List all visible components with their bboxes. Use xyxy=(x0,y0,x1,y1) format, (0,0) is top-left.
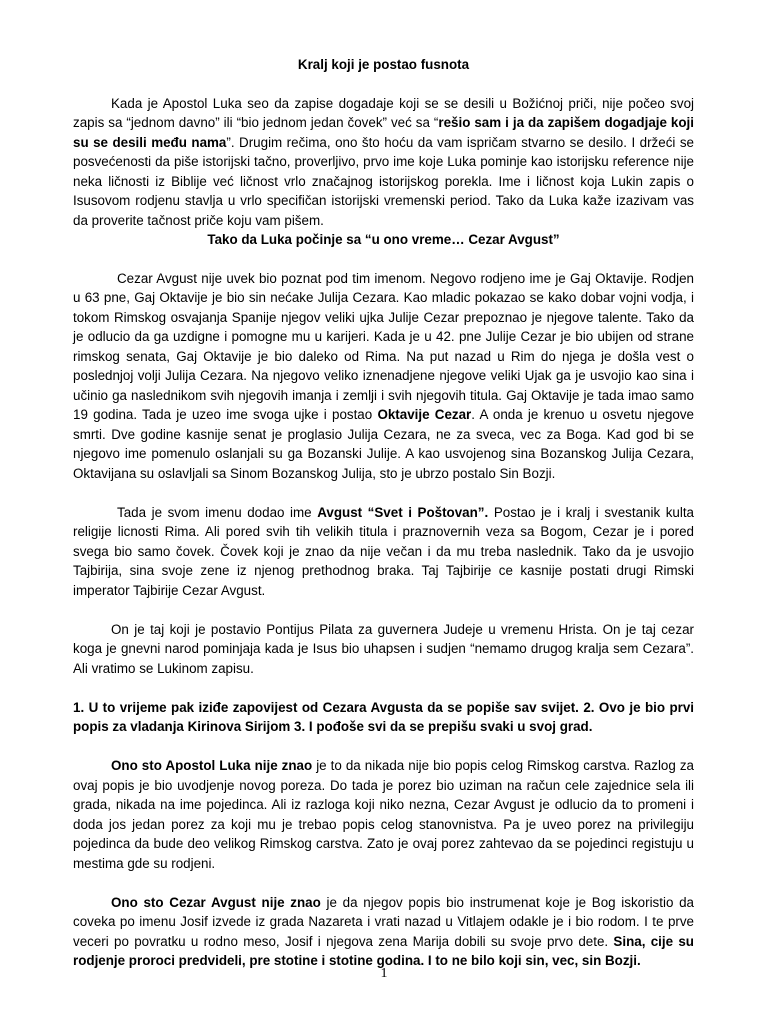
paragraph-cezar-origin xyxy=(73,269,694,484)
paragraph-pilate: On je taj koji je postavio Pontijus Pilata za guvernera Judeje u vremenu Hrista. On je taj cezar koga je gnevni narod pominjaja kada je Isus bio uhapsen i sudjen “nemamo drugog kralja sem Cezara”. Ali vratimo se Lukinom zapisu. xyxy=(73,621,694,676)
text-run: ”. Drugim rečima, ono što hoću da vam ispričam stvarno se desilo. I držeći se posvećenosti da piše istorijski tačno, proverljivo, prvo ime koje Luka pominje kao istorijsku reference nije neka ličnosti iz Biblije već ličnost vrlo značajnog istorijskog porekla. Ime i ličnost koja Lukin zapis o Isusovom rodjenu stavlja u vrlo specifičan istorijski vremenski period. Tako da Luka kaže izazivam vas da proverite tačnost priče koju vam pišem. xyxy=(73,134,694,228)
bible-verse: 1. U to vrijeme pak iziđe zapovijest od Cezara Avgusta da se popiše sav svijet. 2. Ovo je bio prvi popis za vladanja Kirinova Sirijom 3. I pođoše svi da se prepišu svaki u svoj grad. xyxy=(73,699,694,734)
text-run: Cezar Avgust nije uvek bio poznat pod tim imenom. Negovo rodjeno ime je Gaj Oktavije. Rodjen u 63 pne, Gaj Oktavije je bio sin nećake Julija Cezara. Kao mladic pokazao se kako dobar vojni vodja, i tokom Rimskog osvajanja Spanije njegov veliki ujka Julije Cezar prepoznao je njegove talente. Tako da je odlucio da ga uzdigne i pomogne mu u karijeri. Kada je u 42. pne Julije Cezar je bio ubijen od strane rimskog senata, Gaj Oktavije je bio daleko od Rima. Na put nazad u Rim do njega je došla vest o poslednjoj volji Julija Cezara. Na njegovo veliko iznenadjene njegove veliki Ujak ga je usvojio kao sina i učinio ga naslednikom svih njegovih imanja i zemlji i svih njegovih titula. Gaj Oktavije je tada imao samo 19 godina. Tada je uzeo ime svoga ujke i postao xyxy=(73,270,694,422)
page-number: 1 xyxy=(380,966,388,981)
text-run: je to da nikada nije bio popis celog Rimskog carstva. Razlog za ovaj popis je bio uvodjenje novog poreza. Do tada je porez bio uziman na račun cele zajednice sela ili grada, nikada na ime pojedinca. Ali iz razloga koji niko nezna, Cezar Avgust je odlucio da to promeni i doda jos jedan porez za koji mu je trebao popis celog stanovnistva. Pa je uveo porez na privilegiju pojedinca da bude deo velikog Rimskog carstva. Zato je ovaj porez zahtevao da se pojedinci registuju u mestima gde su rodjeni. xyxy=(73,758,694,871)
section-subheading: Tako da Luka počinje sa “u ono vreme… Cezar Avgust” xyxy=(207,232,560,247)
bold-title: Avgust “Svet i Poštovan”. xyxy=(317,504,489,520)
bold-lead: Ono sto Apostol Luka nije znao xyxy=(111,758,313,773)
document-body xyxy=(73,55,694,971)
bold-name: Oktavije Cezar xyxy=(377,407,472,422)
paragraph-intro xyxy=(73,94,694,231)
text-run: Postao je i kralj i svestanik kulta religije licnosti Rima. Ali pored svih tih velikih titula i praznovernih veza sa Bogom, Cezar je i pored svega bio samo čovek. Čovek koji je znao da nije večan i da mu treba naslednik. Tako da je usvojio Tajbirija, sina svoje zene iz njenog prethodnog braka. Taj Tajbirije ce kasnije postati drugi Rimski imperator Tajbirije Cezar Avgust. xyxy=(73,504,695,598)
text-run: Kada je Apostol Luka seo da zapise dogadaje koji se se desili u Božićnoj priči, nije počeo svoj zapis sa “jednom davno” ili “bio jednom jedan čovek” već sa “ xyxy=(73,95,694,130)
paragraph-luka-unknown xyxy=(73,756,694,873)
paragraph-cezar-unknown xyxy=(73,893,694,971)
text-run: . A onda je krenuo u osvetu njegove smrti. Dve godine kasnije senat je proglasio Julija Cezara, ne za sveca, vec za Boga. Kad god bi se njegovo ime pomenulo oslanjali su ga Bozanski Julije. A kao usvojenog sina Bozanskog Julija Cezara, Oktavijana su oslavljali sa Sinom Bozanskog Julija, sto je ubrzo postalo Sin Bozji. xyxy=(73,407,694,481)
bold-quote: rešio sam i ja da zapišem dogadjaje koji su se desili među nama xyxy=(73,115,694,150)
paragraph-avgust-title xyxy=(73,503,694,601)
text-run: Tada je svom imenu dodao ime xyxy=(117,504,318,520)
bold-lead: Ono sto Cezar Avgust nije znao xyxy=(111,894,321,910)
text-run: je da njegov popis bio instrumenat koje je Bog iskoristio da coveka po imenu Josif izvede iz grada Nazareta i vrati nazad u Vitlajem odakle je i bio rodom. I te prve veceri po povratku u rodno meso, Josif i njegova zena Marija dobili su svoje prvo dete. xyxy=(73,894,694,949)
bold-conclusion: Sina, cije su rodjenje proroci predvideli, pre stotine i stotine godina. I to ne bilo koji sin, vec, sin Bozji. xyxy=(73,933,694,968)
document-title: Kralj koji je postao fusnota xyxy=(297,57,470,72)
